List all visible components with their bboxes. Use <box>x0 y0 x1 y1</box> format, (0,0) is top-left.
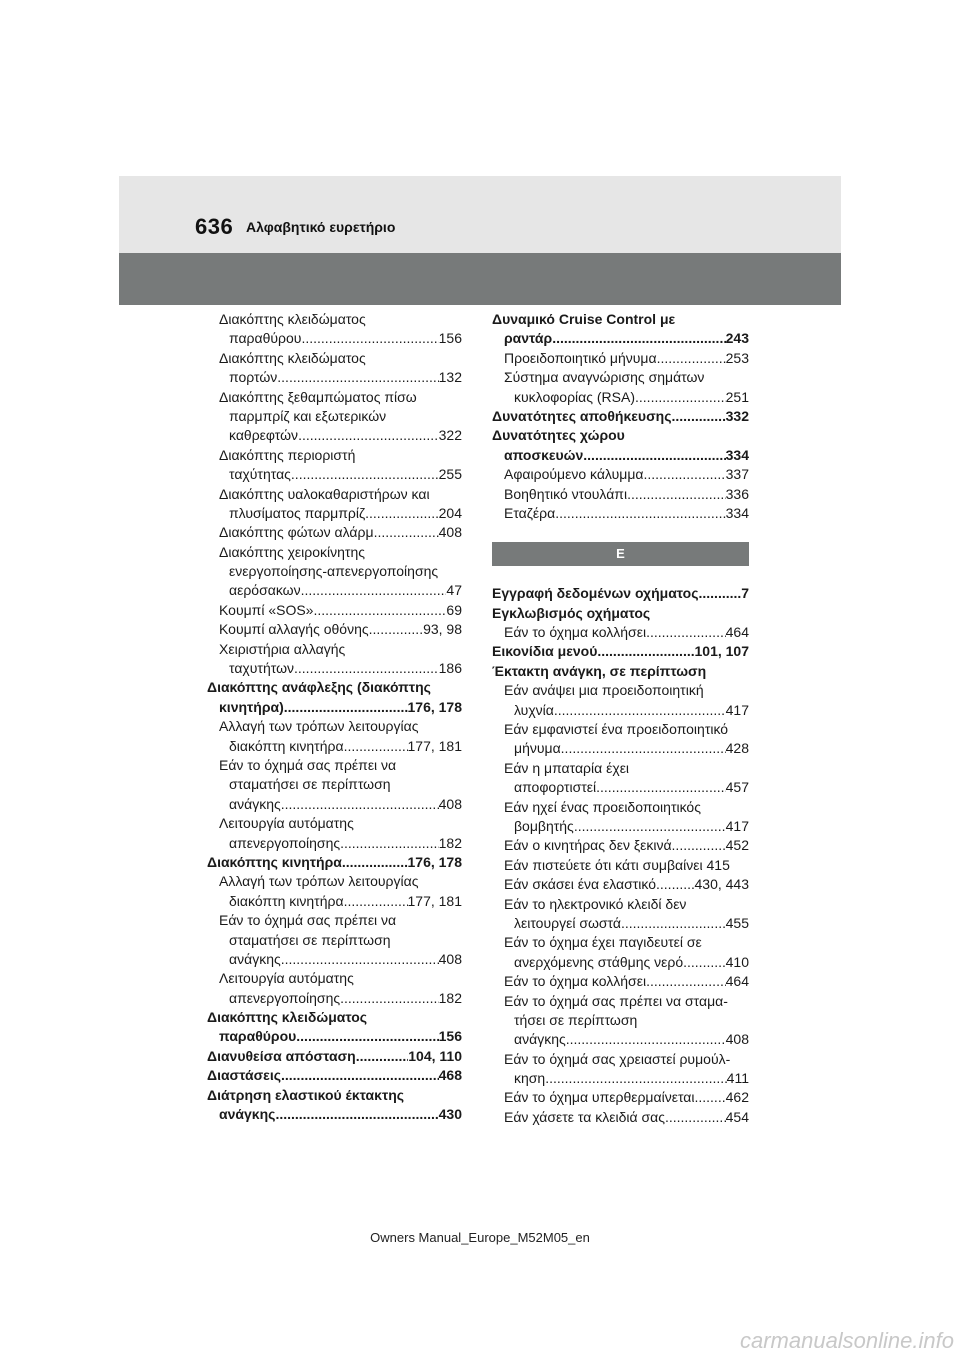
section-title: Αλφαβητικό ευρετήριο <box>246 219 396 235</box>
index-entry <box>207 853 462 872</box>
dot-leader <box>301 329 438 348</box>
index-entry <box>207 465 462 484</box>
index-entry <box>207 620 462 639</box>
dot-leader <box>365 504 439 523</box>
letter-heading: Ε <box>492 542 749 566</box>
entry-page: 334 <box>725 446 749 463</box>
entry-page: 332 <box>725 407 749 424</box>
index-group-delta <box>492 310 749 523</box>
dot-leader <box>665 1108 726 1127</box>
entry-term: Διακόπτης περιοριστή <box>219 446 356 463</box>
dot-leader <box>596 778 726 797</box>
entry-term: Εάν ο κινητήρας δεν ξεκινά <box>504 837 672 854</box>
dot-leader <box>555 504 725 523</box>
entry-term: Δυνατότητες αποθήκευσης <box>492 407 672 424</box>
index-entry <box>492 349 749 368</box>
entry-term: Διακόπτης φώτων αλάρμ <box>219 524 374 541</box>
entry-term: κηση <box>514 1070 546 1087</box>
dot-leader <box>646 623 726 642</box>
index-entry <box>207 834 462 853</box>
entry-term: αερόσακων <box>229 582 301 599</box>
dot-leader <box>699 584 742 603</box>
entry-page: 255 <box>438 466 462 483</box>
entry-term: Εάν το όχημα κολλήσει <box>504 973 647 990</box>
entry-term: Διακόπτης κλειδώματος <box>219 311 366 327</box>
index-entry <box>492 623 749 642</box>
index-entry <box>207 426 462 445</box>
index-entry <box>492 875 749 894</box>
index-entry <box>492 836 749 855</box>
entry-term: Εάν το όχημα έχει παγιδευτεί σε <box>504 934 702 951</box>
entry-term: Εάν το όχημα υπερθερμαίνεται <box>504 1089 695 1106</box>
index-entry <box>207 814 462 833</box>
entry-page: 408 <box>438 950 462 967</box>
entry-term: ανερχόμενης στάθμης νερό <box>514 953 684 970</box>
index-entry <box>207 1027 462 1046</box>
dot-leader <box>683 953 726 972</box>
index-entry <box>207 872 462 891</box>
index-entry <box>492 701 749 720</box>
entry-term: Λειτουργία αυτόματης <box>219 970 354 987</box>
index-entry <box>492 584 749 603</box>
dot-leader <box>552 329 725 348</box>
dot-leader <box>554 701 726 720</box>
entry-page: 182 <box>438 989 462 1006</box>
entry-term: ανάγκης <box>229 950 281 967</box>
index-entry <box>207 601 462 620</box>
dot-leader <box>646 972 726 991</box>
entry-term: λειτουργεί σωστά <box>514 914 621 931</box>
dot-leader <box>657 349 726 368</box>
entry-term: Διακόπτης υαλοκαθαριστήρων και <box>219 485 430 502</box>
index-entry <box>207 892 462 911</box>
index-entry <box>207 388 462 407</box>
dot-leader <box>635 388 726 407</box>
dot-leader <box>374 523 439 542</box>
entry-term: διακόπτη κινητήρα <box>229 892 344 909</box>
index-entry <box>207 446 462 465</box>
index-entry <box>207 581 462 600</box>
index-entry <box>492 953 749 972</box>
index-entry <box>492 778 749 797</box>
entry-term: παραθύρου <box>229 330 302 347</box>
index-entry <box>492 933 749 952</box>
dot-leader <box>344 892 408 911</box>
index-entry <box>207 911 462 930</box>
entry-page: 204 <box>438 504 462 521</box>
entry-term: αποφορτιστεί <box>514 779 597 796</box>
entry-term: Λειτουργία αυτόματης <box>219 815 354 832</box>
entry-page: 417 <box>725 701 749 718</box>
index-entry <box>207 989 462 1008</box>
index-entry <box>492 856 749 875</box>
index-entry <box>207 775 462 794</box>
footer-text: Owners Manual_Europe_M52M05_en <box>370 1230 590 1245</box>
dot-leader <box>643 465 725 484</box>
index-entry <box>207 717 462 736</box>
entry-page: 428 <box>725 740 749 757</box>
index-entry <box>492 798 749 817</box>
entry-term: διακόπτη κινητήρα <box>229 737 344 754</box>
entry-page: 468 <box>438 1067 462 1084</box>
entry-term: Εάν πιστεύετε ότι κάτι συμβαίνει 415 <box>504 856 730 873</box>
index-entry <box>207 368 462 387</box>
entry-page: 417 <box>725 817 749 834</box>
entry-page: 334 <box>725 504 749 521</box>
index-entry <box>492 642 749 661</box>
entry-term: απενεργοποίησης <box>229 989 341 1006</box>
index-entry <box>492 681 749 700</box>
dot-leader <box>672 407 726 426</box>
index-entry <box>207 329 462 348</box>
index-entry <box>492 310 749 329</box>
index-entry <box>207 504 462 523</box>
index-entry <box>492 759 749 778</box>
entry-term: ανάγκης <box>514 1031 566 1048</box>
entry-term: καθρεφτών <box>229 427 299 444</box>
entry-page: 411 <box>726 1070 749 1087</box>
entry-page: 322 <box>438 427 462 444</box>
index-entry <box>207 659 462 678</box>
entry-term: τήσει σε περίπτωση <box>514 1011 638 1028</box>
entry-term: ταχυτήτων <box>229 660 295 677</box>
entry-term: ενεργοποίησης-απενεργοποίησης <box>229 563 439 580</box>
index-entry <box>492 1030 749 1049</box>
entry-page: 243 <box>725 330 749 347</box>
dot-leader <box>301 581 447 600</box>
entry-page: 186 <box>438 660 462 677</box>
entry-page: 182 <box>438 834 462 851</box>
index-column-left <box>207 310 462 1124</box>
entry-page: 47 <box>446 582 462 599</box>
dot-leader <box>597 642 694 661</box>
entry-term: παραθύρου <box>219 1028 297 1045</box>
dot-leader <box>275 1105 438 1124</box>
entry-page: 101, 107 <box>694 643 749 660</box>
entry-term: αποσκευών <box>504 446 584 463</box>
index-entry <box>492 817 749 836</box>
entry-term: κινητήρα) <box>219 698 284 715</box>
entry-term: ανάγκης <box>229 795 281 812</box>
index-group-epsilon <box>492 584 749 1127</box>
index-entry <box>492 1108 749 1127</box>
dot-leader <box>291 465 439 484</box>
entry-term: Εάν ηχεί ένας προειδοποιητικός <box>504 798 701 815</box>
entry-page: 177, 181 <box>407 737 462 754</box>
dot-leader <box>294 659 439 678</box>
index-entry <box>492 720 749 739</box>
index-entry <box>207 795 462 814</box>
entry-page: 176, 178 <box>407 698 462 715</box>
index-entry <box>492 446 749 465</box>
entry-term: Προειδοποιητικό μήνυμα <box>504 349 657 366</box>
entry-term: Εγκλωβισμός οχήματος <box>492 604 651 621</box>
entry-term: ανάγκης <box>219 1106 276 1123</box>
entry-page: 253 <box>725 349 749 366</box>
entry-term: Εικονίδια μενού <box>492 643 598 660</box>
entry-term: Διανυθείσα απόσταση <box>207 1047 356 1064</box>
index-entry <box>207 931 462 950</box>
index-entry <box>492 972 749 991</box>
entry-term: Διακόπτης ανάφλεξης (διακόπτης <box>207 679 431 696</box>
index-entry <box>207 523 462 542</box>
entry-term: Εάν σκάσει ένα ελαστικό <box>504 876 657 893</box>
entry-term: Εάν το όχημά σας πρέπει να <box>219 756 397 773</box>
entry-page: 464 <box>725 973 749 990</box>
index-entry <box>207 756 462 775</box>
index-entry <box>492 1088 749 1107</box>
index-entry <box>492 604 749 623</box>
page-number: 636 <box>195 214 234 239</box>
entry-term: βομβητής <box>514 817 574 834</box>
index-entry <box>492 504 749 523</box>
entry-term: παρμπρίζ και εξωτερικών <box>229 407 387 424</box>
entry-term: Έκτακτη ανάγκη, σε περίπτωση <box>492 662 707 679</box>
index-entry <box>492 368 749 387</box>
entry-term: Εταζέρα <box>504 504 556 521</box>
entry-page: 430 <box>438 1106 462 1123</box>
index-column-right <box>492 310 749 1127</box>
dot-leader <box>340 989 439 1008</box>
index-entry <box>492 662 749 681</box>
entry-term: Εάν το όχημά σας πρέπει να σταμα- <box>504 992 728 1009</box>
entry-term: Κουμπί αλλαγής οθόνης <box>219 621 369 638</box>
entry-term: Αλλαγή των τρόπων λειτουργίας <box>219 873 419 890</box>
entry-term: Διαστάσεις <box>207 1067 281 1084</box>
entry-term: Σύστημα αναγνώρισης σημάτων <box>504 369 705 386</box>
index-entry <box>492 407 749 426</box>
entry-page: 455 <box>725 914 749 931</box>
dot-leader <box>566 1030 726 1049</box>
index-entry <box>492 1050 749 1069</box>
entry-term: Εάν το όχημά σας πρέπει να <box>219 912 397 929</box>
entry-page: 177, 181 <box>407 892 462 909</box>
entry-page: 7 <box>741 585 749 602</box>
dot-leader <box>694 1088 725 1107</box>
dot-leader <box>296 1027 438 1046</box>
entry-page: 337 <box>725 466 749 483</box>
entry-term: Δυνατότητες χώρου <box>492 427 625 444</box>
dot-leader <box>344 737 408 756</box>
index-entry <box>207 1105 462 1124</box>
index-entry <box>492 895 749 914</box>
entry-page: 69 <box>446 601 462 618</box>
entry-page: 408 <box>438 795 462 812</box>
entry-page: 462 <box>725 1089 749 1106</box>
entry-term: Αλλαγή των τρόπων λειτουργίας <box>219 718 419 735</box>
entry-term: ραντάρ <box>504 330 553 347</box>
entry-term: Δυναμικό Cruise Control με <box>492 311 676 327</box>
dot-leader <box>298 426 439 445</box>
watermark: carmanualsonline.info <box>739 1328 954 1353</box>
entry-term: σταματήσει σε περίπτωση <box>229 776 391 793</box>
entry-page: 93, 98 <box>423 621 462 638</box>
dot-leader <box>313 601 446 620</box>
dot-leader <box>281 795 439 814</box>
index-entry <box>207 678 462 697</box>
index-entry <box>207 562 462 581</box>
dot-leader <box>277 368 438 387</box>
entry-term: κυκλοφορίας (RSA) <box>514 388 636 405</box>
index-entry <box>492 1011 749 1030</box>
dot-leader <box>284 698 408 717</box>
entry-page: 176, 178 <box>407 853 462 870</box>
dot-leader <box>627 485 726 504</box>
entry-page: 430, 443 <box>694 876 749 893</box>
entry-page: 408 <box>725 1031 749 1048</box>
index-entry <box>492 1069 749 1088</box>
dot-leader <box>342 853 408 872</box>
index-entry <box>492 329 749 348</box>
dot-leader <box>356 1047 409 1066</box>
dot-leader <box>545 1069 726 1088</box>
entry-term: Διακόπτης ξεθαμπώματος πίσω <box>219 388 417 405</box>
entry-page: 251 <box>725 388 749 405</box>
index-entry <box>207 698 462 717</box>
entry-term: Διακόπτης κλειδώματος <box>219 349 366 366</box>
entry-term: Διακόπτης κλειδώματος <box>207 1009 368 1026</box>
dot-leader <box>672 836 726 855</box>
dot-leader <box>369 620 423 639</box>
entry-page: 410 <box>725 953 749 970</box>
entry-term: Εγγραφή δεδομένων οχήματος <box>492 585 699 602</box>
entry-term: Διακόπτης κινητήρα <box>207 853 342 870</box>
entry-page: 457 <box>725 779 749 796</box>
index-entry <box>492 465 749 484</box>
index-entry <box>207 950 462 969</box>
entry-term: πλυσίματος παρμπρίζ <box>229 504 366 521</box>
index-entry <box>207 1086 462 1105</box>
entry-page: 452 <box>725 837 749 854</box>
entry-page: 408 <box>438 524 462 541</box>
entry-term: πορτών <box>229 369 278 386</box>
entry-term: σταματήσει σε περίπτωση <box>229 931 391 948</box>
entry-term: Εάν το όχημα κολλήσει <box>504 624 647 641</box>
index-entry <box>207 640 462 659</box>
entry-term: Εάν η μπαταρία έχει <box>504 759 630 776</box>
index-entry <box>207 543 462 562</box>
entry-term: μήνυμα <box>514 740 561 757</box>
entry-term: Εάν το όχημά σας χρειαστεί ρυμούλ- <box>504 1050 731 1067</box>
entry-page: 464 <box>725 624 749 641</box>
entry-term: Εάν εμφανιστεί ένα προειδοποιητικό <box>504 721 729 738</box>
index-entry <box>207 349 462 368</box>
entry-page: 454 <box>725 1108 749 1125</box>
entry-term: Εάν ανάψει μια προειδοποιητική <box>504 682 704 699</box>
entry-term: Κουμπί «SOS» <box>219 601 314 618</box>
index-entry <box>492 992 749 1011</box>
entry-term: λυχνία <box>514 701 554 718</box>
index-entry <box>492 426 749 445</box>
dot-leader <box>656 875 694 894</box>
index-entry <box>207 1066 462 1085</box>
entry-term: Βοηθητικό ντουλάπι <box>504 485 628 502</box>
entry-page: 104, 110 <box>408 1047 462 1064</box>
index-entry <box>207 310 462 329</box>
dot-leader <box>621 914 726 933</box>
entry-term: Αφαιρούμενο κάλυμμα <box>504 466 644 483</box>
entry-term: Διάτρηση ελαστικού έκτακτης <box>207 1086 405 1103</box>
dot-leader <box>583 446 725 465</box>
entry-term: απενεργοποίησης <box>229 834 341 851</box>
entry-page: 132 <box>438 369 462 386</box>
entry-term: Διακόπτης χειροκίνητης <box>219 543 365 560</box>
index-entry <box>492 388 749 407</box>
index-entry <box>492 739 749 758</box>
dot-leader <box>574 817 726 836</box>
entry-term: Χειριστήρια αλλαγής <box>219 640 346 657</box>
entry-page: 156 <box>438 330 462 347</box>
entry-page: 336 <box>725 485 749 502</box>
dot-leader <box>561 739 726 758</box>
dot-leader <box>281 950 439 969</box>
index-entry <box>207 485 462 504</box>
entry-term: ταχύτητας <box>229 466 291 483</box>
index-entry <box>207 737 462 756</box>
entry-page: 156 <box>438 1028 462 1045</box>
index-entry <box>207 1047 462 1066</box>
index-entry <box>492 485 749 504</box>
dot-leader <box>281 1066 439 1085</box>
dot-leader <box>340 834 439 853</box>
index-entry <box>207 969 462 988</box>
index-entry <box>207 407 462 426</box>
index-entry <box>492 914 749 933</box>
entry-term: Εάν το ηλεκτρονικό κλειδί δεν <box>504 895 687 912</box>
entry-term: Εάν χάσετε τα κλειδιά σας <box>504 1108 665 1125</box>
header-bar <box>119 253 841 305</box>
index-entry <box>207 1008 462 1027</box>
